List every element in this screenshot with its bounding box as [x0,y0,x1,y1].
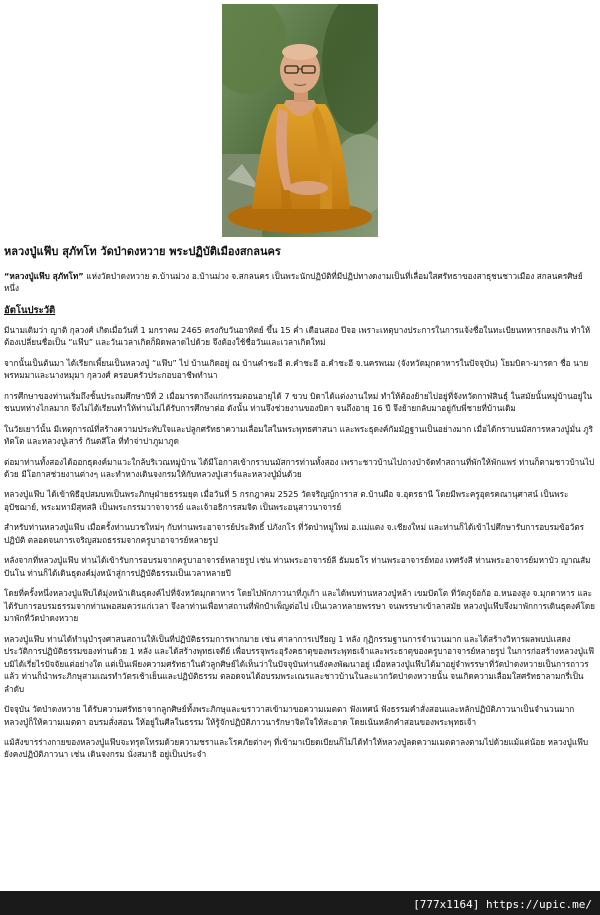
paragraph: ต่อมาท่านทั้งสองได้ออกธุดงค์มาแวะใกล้บริเวณหมู่บ้าน ได้มีโอกาสเข้ากราบนมัสการท่านทั้งสอง เพราะชาวบ้านไปถางป่าจัดทำสถานที่พักให้พักแพร่ ท่านก็ตามชาวบ้านไปด้วย มีโอกาสช่วยงานต่างๆ และทำหางเดินจงกรมให้กับหลวงปู่เสาร์และหลวงปู่มั่นด้วย [4,456,595,479]
paragraph: หลวงปู่แฟ๊บ ท่านได้ทำนุบำรุงศาสนสถานให้เป็นที่ปฏิบัติธรรมการพากมาย เช่น ศาลาการเปรียญ 1 หลัง กุฏิกรรมฐานการจำนวนมาก และได้สร้างวิหารผลพบปเเสดงประวัติการปฏิบัติธรรมของท่านด้วย 1 หลัง และได้สร้างพุทธเจดีย์ เพื่อบรรจุพระอุรังคธาตุของพระพุทธเจ้าและพระธาตุของครูบาอาจารย์หลายรูป ในการก่อสร้างหลวงปู่แฟ๊บมิได้เรี่ยไรปัจจัยแต่อย่างใด แต่เป็นเพียงความศรัทธาในตัวลูกศิษย์ได้เห็นว่าในปัจจุบันท่านยังคงพัฒนาอยู่ เมื่อหลวงปู่แฟ๊บได้มาอยู่จำพรรษาที่วัดป่าดงหวายเป็นการถาวรแล้ว ท่านก็นำพระภิกษุสามเณรทำวัตรเช้าเย็นและปฏิบัติธรรม ตลอดจนได้อบรมพระเณรและชาวบ้านในละแวกวัดป่าดงหวายนั้น จนเกิดความเลื่อมใสศรัทธาลามกรี่เป็นลำดับ [4,633,594,694]
section-heading: อัตโนประวัติ [4,304,56,316]
paragraph: จากนั้นเป็นต้นมา ได้เรียกเพี้ยนเป็นหลวงปู่ “แฟ๊บ” ไป บ้านเกิดอยู่ ณ บ้านคำชะอี ต.คำชะอี อ.คำชะอี จ.นครพนม (จังหวัดมุกดาหารในปัจจุบัน) โยมบิดา-มารดา ชื่อ นายพรหมมาและนางหมุมา กุลวงศ์ ครอบครัวประกอบอาชีพทำนา [4,357,589,381]
intro-text: แห่งวัดป่าดงหวาย ต.บ้านม่วง อ.บ้านม่วง จ.สกลนคร เป็นพระนักปฏิบัติที่มีปฏิปทางดงามเป็นที่เลื่อมใสศรัทธาของสาธุชนชาวเมือง สกลนครศิษย์หนึ่ง [4,270,583,294]
article-title: หลวงปู่แฟ๊บ สุภัทโท วัดป่าดงหวาย พระปฏิบัติเมืองสกลนคร [4,245,281,258]
paragraph: ปัจจุบัน วัดป่าดงหวาย ได้รับความศรัทธาจากลูกศิษย์ทั้งพระภิกษุและฆราวาสเข้ามาขอความเมตตา ฟังเทศน์ ฟังธรรมคำสั่งสอนและหลักปฏิบัติภาวนาเป็นจำนวนมาก หลวงปู่ก็ให้ความเมตตา อบรมสั่งสอน ให้อยู่ในศีลในธรรม ให้รู้จักปฏิบัติภาวนารักษาจิตใจให้สะอาด โดยเน้นหลักคำสอนของพระพุทธเจ้า [4,704,575,727]
monk-name: “หลวงปู่แฟ๊บ สุภัทโท” [4,270,84,281]
image-host-watermark: [777x1164] https://upic.me/ [413,898,592,911]
paragraph: หลังจากที่หลวงปู่แฟ๊บ ท่านได้เข้ารับการอบรมจากครูบาอาจารย์หลายรูป เช่น ท่านพระอาจารย์ลี ธัมมธโร ท่านพระอาจารย์ทอง เทศรังสี ท่านพระอาจารย์มหาบัว ญาณสัมปันโน ท่านก็ได้เดินธุดงค์มุ่งหน้าสู่การปฏิบัติธรรมเป็นเวลาหลายปี [4,555,591,578]
article [4,245,595,769]
paragraph: แม้สังขารร่างกายของหลวงปู่แฟ๊บจะทรุดโทรมด้วยความชราและโรคภัยต่างๆ ที่เข้ามาเบียดเบียนก็ไม่ได้ทำให้หลวงปู่ลดความเมตตาลงตามไปด้วยแม้แต่น้อย หลวงปู่แฟ๊บยังคงปฏิบัติภาวนา เช่น เดินจงกรม นั่งสมาธิ อยู่เป็นประจำ [4,736,589,760]
paragraph: มีนามเดิมว่า ญาติ กุลวงศ์ เกิดเมื่อวันที่ 1 มกราคม 2465 ตรงกับวันอาทิตย์ ขึ้น 15 ค่ำ เดือนสอง ปีจอ เพราะเหตุบางประการในการแจ้งชื่อในทะเบียนทหารกองเกิน ทำให้ต้องเปลี่ยนชื่อเป็น “แฟ๊บ” และวันเวลาเกิดก็ผิดพลาดไปด้วย จึงต้องใช้ชื่อวันและเวลาเกิดใหม่ [4,324,591,348]
paragraph: ในวัยเยาว์นั้น มีเหตุการณ์ที่สร้างความประทับใจและปลูกศรัทธาความเลื่อมใสในพระพุทธศาสนา และพระธุดงค์กัมมัฏฐานเป็นอย่างมาก เมื่อได้กราบนมัสการหลวงปู่มั่น ภูริทัตโต และหลวงปู่เสาร์ กันตสีโล ที่ทำจ่าปาภูมาภูด [4,423,594,447]
paragraph: การศึกษาของท่านเริ่มถึงชั้นประถมศึกษาปีที่ 2 เมื่อมารดาถึงแก่กรรมตอนอายุได้ 7 ขวบ บิดาได้แต่งงานใหม่ ทำให้ต้องย้ายไปอยู่ที่จังหวัดกาฬสินธุ์ ในสมัยนั้นหมู่บ้านอยู่ในชนบทห่างไกลมาก จึงไม่ได้เรียนทำให้ท่านไม่ได้รับการศึกษาต่อ ดังนั้น ท่านจึงช่วยงานของบิดา จนถึงอายุ 16 ปี จึงย้ายกลับมาอยู่กับพี่ชายที่บ้านเดิม [4,390,593,414]
monk-photo [222,4,378,237]
monk-portrait-image [222,4,378,237]
paragraph: หลวงปู่แฟ๊บ ได้เข้าพิธีอุปสมบทเป็นพระภิกษุฝ่ายธรรมยุต เมื่อวันที่ 5 กรกฎาคม 2525 วัดจริญญ์การาส ต.บ้านผือ จ.อุดรธานี โดยมีพระครูอุดรคณานุศาสน์ เป็นพระอุปัชฌาย์, พระมหามีสุทสลิ เป็นพระกรรมวาจาจารย์ และเจ้าอธิการสมจิต เป็นพระอนุสาวนาจารย์ [4,489,569,512]
paragraph: โดยที่ครั้งหนึ่งหลวงปู่แฟ๊บได้มุ่งหน้าเดินธุดงค์ไปที่จังหวัดมุกดาหาร โดยไปพักภาวนาที่ภูเก้า และได้พบท่านหลวงปู่หล้า เขมปัตโต ที่วัดภูจ้อก้อ อ.หนองสูง จ.มุกดาหาร และได้รับการอบรมธรรมจากท่านพอสมควรแก่เวลา จึงลาท่านเพื่อหาสถานที่พักปำเพ็ญต่อไป เป็นเวลาหลายพรรษา จนพรรษาเข้าลาสมัย หลวงปู่แฟ๊บจึงมาพักการเดินธุดงค์โดยมาพักที่วัดป่าดงหวาย [4,588,595,624]
intro-paragraph [4,270,595,295]
paragraph: สำหรับท่านหลวงปู่แฟ๊บ เมื่อครั้งท่านบวชใหม่ๆ กับท่านพระอาจารย์ประสิทธิ์ ปภังกโร ที่วัดป่าหมู่ใหม่ อ.แม่แตง จ.เชียงใหม่ และท่านก็ได้เข้าไปศึกษารับการอบรมข้อวัตรปฏิบัติ ตลอดจนการเจริญสมถธรรมจากครูบาอาจารย์หลายรูป [4,522,584,545]
